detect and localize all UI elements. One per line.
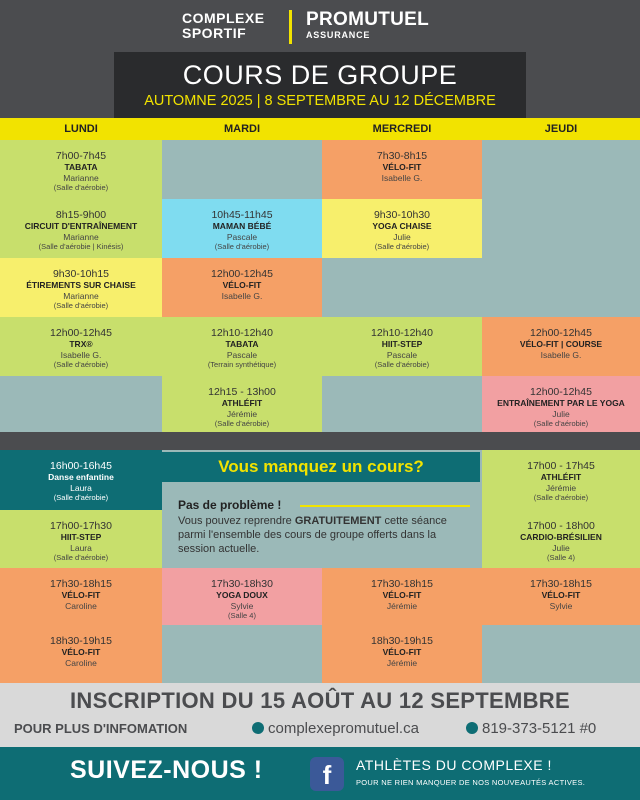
class-instructor: Julie: [393, 232, 411, 242]
class-time: 12h00-12h45: [530, 327, 592, 339]
class-time: 7h00-7h45: [55, 150, 107, 162]
class-time: 17h30-18h15: [371, 578, 433, 590]
class-instructor: Pascale: [226, 232, 258, 242]
class-instructor: Julie: [552, 543, 570, 553]
class-slot: [322, 625, 482, 683]
class-name: VÉLO-FIT: [382, 590, 422, 600]
class-time: 18h30-19h15: [371, 635, 433, 647]
class-name: ATHLÉFIT: [221, 398, 263, 408]
class-room: (Salle d'aérobie): [533, 493, 589, 502]
missed-class-promo: [162, 452, 480, 568]
class-name: VÉLO-FIT | COURSE: [519, 339, 603, 349]
class-slot: [0, 317, 162, 376]
class-slot: [482, 450, 640, 510]
promo-text: [178, 514, 468, 556]
class-room: (Salle d'aérobie): [533, 419, 589, 428]
class-instructor: Sylvie: [549, 601, 573, 611]
day-header-jeudi: JEUDI: [482, 118, 640, 140]
class-name: CARDIO-BRÉSILIEN: [520, 532, 602, 542]
promo-heading: Vous manquez un cours?: [162, 452, 480, 482]
logo-right-sub: ASSURANCE: [306, 30, 371, 40]
class-slot: [0, 258, 162, 317]
page-title: COURS DE GROUPE: [182, 60, 458, 90]
registration-banner: [0, 683, 640, 747]
class-instructor: Isabelle G.: [540, 350, 582, 360]
class-name: HIIT-STEP: [60, 532, 102, 542]
header: [0, 0, 640, 118]
promo-text-start: Vous pouvez reprendre: [178, 515, 295, 527]
class-time: 12h00-12h45: [211, 268, 273, 280]
class-room: (Salle d'aérobie): [374, 242, 430, 251]
facebook-icon[interactable]: f: [310, 757, 344, 791]
day-header-mercredi: MERCREDI: [322, 118, 482, 140]
class-slot: [162, 317, 322, 376]
class-slot: [322, 317, 482, 376]
class-room: (Salle 4): [547, 553, 575, 562]
class-time: 12h00-12h45: [530, 386, 592, 398]
class-instructor: Isabelle G.: [221, 291, 263, 301]
info-label: POUR PLUS D'INFOMATION: [14, 721, 188, 736]
class-slot: [162, 258, 322, 317]
class-name: VÉLO-FIT: [61, 647, 101, 657]
class-name: CIRCUIT D'ENTRAÎNEMENT: [24, 221, 138, 231]
class-slot: [322, 140, 482, 199]
class-name: TABATA: [64, 162, 98, 172]
class-name: VÉLO-FIT: [382, 647, 422, 657]
class-name: TABATA: [225, 339, 259, 349]
class-room: (Salle d'aérobie): [214, 419, 270, 428]
class-name: VÉLO-FIT: [541, 590, 581, 600]
class-name: TRX®: [69, 339, 93, 349]
class-time: 17h30-18h15: [50, 578, 112, 590]
class-instructor: Jérémie: [386, 601, 418, 611]
class-room: (Salle d'aérobie): [53, 493, 109, 502]
promo-text-bold: GRATUITEMENT: [294, 515, 382, 527]
class-room: (Salle d'aérobie): [53, 360, 109, 369]
class-slot: [0, 510, 162, 568]
class-time: 12h00-12h45: [50, 327, 112, 339]
class-time: 9h30-10h30: [373, 209, 431, 221]
class-instructor: Pascale: [226, 350, 258, 360]
class-instructor: Caroline: [65, 658, 97, 668]
class-instructor: Isabelle G.: [381, 173, 423, 183]
class-time: 16h00-16h45: [50, 460, 112, 472]
website-text: complexepromutuel.ca: [268, 720, 419, 737]
class-slot: [482, 376, 640, 433]
class-time: 10h45-11h45: [211, 209, 273, 221]
class-instructor: Pascale: [386, 350, 418, 360]
class-time: 7h30-8h15: [376, 150, 428, 162]
class-slot: [162, 376, 322, 433]
class-instructor: Caroline: [65, 601, 97, 611]
class-instructor: Laura: [70, 483, 92, 493]
class-instructor: Jérémie: [545, 483, 577, 493]
class-time: 9h30-10h15: [52, 268, 110, 280]
promo-subheading: Pas de problème !: [178, 498, 282, 512]
class-time: 17h00 - 17h45: [527, 460, 595, 472]
title-box: [114, 52, 526, 118]
class-name: HIIT-STEP: [381, 339, 423, 349]
class-instructor: Marianne: [63, 291, 99, 301]
class-slot: [0, 450, 162, 510]
section-divider: [0, 432, 640, 450]
phone-number[interactable]: [466, 720, 596, 737]
class-slot: [0, 568, 162, 625]
class-slot: [482, 510, 640, 568]
page-subtitle: AUTOMNE 2025 | 8 SEPTEMBRE AU 12 DÉCEMBRE: [144, 93, 496, 109]
class-time: 17h30-18h30: [211, 578, 273, 590]
class-instructor: Julie: [552, 409, 570, 419]
class-slot: [0, 140, 162, 199]
class-slot: [0, 199, 162, 258]
class-time: 12h10-12h40: [211, 327, 273, 339]
class-room: (Salle 4): [228, 611, 256, 620]
logo-left-line1: COMPLEXE: [182, 10, 265, 26]
class-name: VÉLO-FIT: [382, 162, 422, 172]
class-room: (Salle d'aérobie): [53, 183, 109, 192]
class-slot: [0, 625, 162, 683]
class-instructor: Jérémie: [226, 409, 258, 419]
class-time: 17h00-17h30: [50, 520, 112, 532]
class-slot: [322, 568, 482, 625]
class-name: MAMAN BÉBÉ: [212, 221, 272, 231]
class-name: ENTRAÎNEMENT PAR LE YOGA: [497, 398, 625, 408]
class-name: VÉLO-FIT: [222, 280, 262, 290]
class-room: (Salle d'aérobie): [214, 242, 270, 251]
class-name: ATHLÉFIT: [540, 472, 582, 482]
class-name: ÉTIREMENTS SUR CHAISE: [26, 280, 136, 290]
promutuel-logo: [306, 10, 429, 40]
footer-tagline: POUR NE RIEN MANQUER DE NOS NOUVEAUTÉS ACTIVES.: [356, 778, 586, 787]
website-link[interactable]: [252, 720, 419, 737]
class-name: YOGA CHAISE: [372, 221, 432, 231]
class-slot: [482, 568, 640, 625]
promo-text-end: cette séance parmi l'ensemble des cours de groupe offerts dans la session actuelle.: [178, 515, 447, 555]
class-instructor: Sylvie: [230, 601, 254, 611]
class-room: (Salle d'aérobie | Kinésis): [38, 242, 124, 251]
class-instructor: Jérémie: [386, 658, 418, 668]
phone-text: 819-373-5121 #0: [482, 720, 597, 737]
class-time: 17h00 - 18h00: [527, 520, 595, 532]
class-instructor: Isabelle G.: [60, 350, 102, 360]
class-time: 12h15 - 13h00: [208, 386, 276, 398]
logo-right-main: PROMUTUEL: [306, 9, 430, 30]
logo-divider: [289, 10, 292, 44]
class-name: Danse enfantine: [48, 472, 114, 482]
class-slot: [322, 199, 482, 258]
class-time: 8h15-9h00: [55, 209, 107, 221]
class-name: YOGA DOUX: [216, 590, 268, 600]
follow-us: SUIVEZ-NOUS !: [70, 756, 263, 784]
class-slot: [162, 199, 322, 258]
class-room: (Salle d'aérobie): [53, 301, 109, 310]
facebook-group-name: ATHLÈTES DU COMPLEXE !: [356, 757, 552, 773]
logo-left-line2: SPORTIF: [182, 25, 247, 41]
class-slot: [482, 317, 640, 376]
day-header-lundi: LUNDI: [0, 118, 162, 140]
class-time: 18h30-19h15: [50, 635, 112, 647]
class-slot: [162, 568, 322, 625]
class-instructor: Marianne: [63, 232, 99, 242]
promo-underline: [300, 505, 470, 507]
class-instructor: Marianne: [63, 173, 99, 183]
class-time: 12h10-12h40: [371, 327, 433, 339]
class-instructor: Laura: [70, 543, 92, 553]
complexe-sportif-logo: [182, 11, 265, 41]
globe-icon: [252, 722, 264, 734]
class-room: (Salle d'aérobie): [53, 553, 109, 562]
class-room: (Terrain synthétique): [207, 360, 277, 369]
class-time: 17h30-18h15: [530, 578, 592, 590]
class-name: VÉLO-FIT: [61, 590, 101, 600]
day-header-mardi: MARDI: [162, 118, 322, 140]
registration-dates: INSCRIPTION DU 15 AOÛT AU 12 SEPTEMBRE: [70, 688, 570, 713]
phone-icon: [466, 722, 478, 734]
class-room: (Salle d'aérobie): [374, 360, 430, 369]
